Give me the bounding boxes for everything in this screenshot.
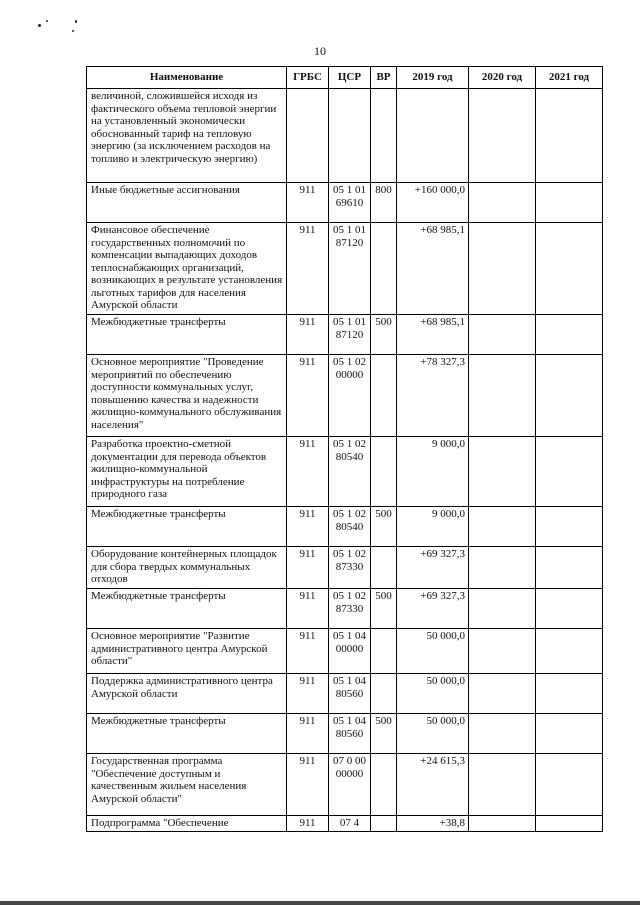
row-csr: 05 1 02 80540 [329, 437, 371, 507]
row-2021 [536, 315, 603, 355]
row-2020 [469, 437, 536, 507]
row-grbs: 911 [287, 714, 329, 754]
row-2021 [536, 89, 603, 183]
row-vr [371, 674, 397, 714]
row-vr [371, 355, 397, 437]
table-row [87, 183, 603, 223]
row-vr: 500 [371, 589, 397, 629]
page-number: 10 [314, 44, 326, 58]
row-name: Межбюджетные трансферты [87, 714, 287, 754]
header-name: Наименование [87, 67, 287, 89]
row-vr [371, 629, 397, 674]
table-row [87, 816, 603, 832]
row-2019: +69 327,3 [397, 547, 469, 589]
row-name: Межбюджетные трансферты [87, 589, 287, 629]
row-vr: 500 [371, 714, 397, 754]
row-2019: +69 327,3 [397, 589, 469, 629]
row-vr: 500 [371, 507, 397, 547]
header-grbs: ГРБС [287, 67, 329, 89]
row-csr: 07 4 [329, 816, 371, 832]
row-2019: 9 000,0 [397, 437, 469, 507]
row-2020 [469, 547, 536, 589]
row-csr: 05 1 01 87120 [329, 223, 371, 315]
row-vr: 500 [371, 315, 397, 355]
row-2019: 50 000,0 [397, 714, 469, 754]
row-grbs: 911 [287, 547, 329, 589]
row-grbs [287, 89, 329, 183]
row-name: Межбюджетные трансферты [87, 507, 287, 547]
header-2021: 2021 год [536, 67, 603, 89]
row-2021 [536, 437, 603, 507]
row-grbs: 911 [287, 315, 329, 355]
table-row [87, 315, 603, 355]
row-grbs: 911 [287, 629, 329, 674]
table-row [87, 674, 603, 714]
row-csr: 05 1 02 87330 [329, 547, 371, 589]
table-header-row [87, 67, 603, 89]
row-vr [371, 547, 397, 589]
row-2021 [536, 714, 603, 754]
row-2019: +68 985,1 [397, 315, 469, 355]
row-vr [371, 223, 397, 315]
row-csr: 05 1 01 87120 [329, 315, 371, 355]
row-grbs: 911 [287, 437, 329, 507]
row-2021 [536, 183, 603, 223]
row-name: Основное мероприятие "Проведение мероприятий по обеспечению доступности коммунальных услуг, повышению качества и надежности жилищно-коммунального обслуживания населения" [87, 355, 287, 437]
table-row [87, 589, 603, 629]
scan-speck [72, 30, 74, 32]
row-csr: 05 1 02 87330 [329, 589, 371, 629]
row-name: величиной, сложившейся исходя из фактического объема тепловой энергии на установленный экономически обоснованный тариф на тепловую энергию (за исключением расходов на топливо и электрическую энергию) [87, 89, 287, 183]
row-grbs: 911 [287, 355, 329, 437]
row-vr [371, 816, 397, 832]
row-vr [371, 437, 397, 507]
row-name: Иные бюджетные ассигнования [87, 183, 287, 223]
table-row [87, 629, 603, 674]
row-grbs: 911 [287, 674, 329, 714]
row-2019: 50 000,0 [397, 629, 469, 674]
row-csr: 07 0 00 00000 [329, 754, 371, 816]
table-row [87, 507, 603, 547]
header-vr: ВР [371, 67, 397, 89]
row-2020 [469, 223, 536, 315]
row-name: Поддержка административного центра Амурской области [87, 674, 287, 714]
row-name: Государственная программа "Обеспечение доступным и качественным жильем населения Амурской области" [87, 754, 287, 816]
row-csr: 05 1 01 69610 [329, 183, 371, 223]
row-2020 [469, 714, 536, 754]
scan-bottom-edge [0, 901, 640, 905]
row-name: Основное мероприятие "Развитие административного центра Амурской области" [87, 629, 287, 674]
row-2020 [469, 183, 536, 223]
row-2020 [469, 754, 536, 816]
header-csr: ЦСР [329, 67, 371, 89]
row-2019: +24 615,3 [397, 754, 469, 816]
row-2019: 9 000,0 [397, 507, 469, 547]
row-vr [371, 89, 397, 183]
row-csr: 05 1 04 00000 [329, 629, 371, 674]
row-2019: +78 327,3 [397, 355, 469, 437]
row-name: Подпрограмма "Обеспечение [87, 816, 287, 832]
row-csr: 05 1 02 00000 [329, 355, 371, 437]
row-csr: 05 1 04 80560 [329, 714, 371, 754]
scan-speck [38, 24, 41, 27]
row-2021 [536, 355, 603, 437]
row-2021 [536, 754, 603, 816]
header-2019: 2019 год [397, 67, 469, 89]
header-2020: 2020 год [469, 67, 536, 89]
scan-speck [75, 20, 77, 23]
row-csr: 05 1 02 80540 [329, 507, 371, 547]
row-2020 [469, 674, 536, 714]
row-2021 [536, 507, 603, 547]
row-2021 [536, 629, 603, 674]
row-2020 [469, 816, 536, 832]
row-grbs: 911 [287, 816, 329, 832]
row-csr [329, 89, 371, 183]
row-2021 [536, 589, 603, 629]
row-vr [371, 754, 397, 816]
row-csr: 05 1 04 80560 [329, 674, 371, 714]
row-grbs: 911 [287, 507, 329, 547]
row-2019: +38,8 [397, 816, 469, 832]
row-2019: +68 985,1 [397, 223, 469, 315]
table-row [87, 547, 603, 589]
row-name: Разработка проектно-сметной документации для перевода объектов жилищно-коммунальной инфраструктуры на потребление природного газа [87, 437, 287, 507]
table-row [87, 89, 603, 183]
row-name: Оборудование контейнерных площадок для сбора твердых коммунальных отходов [87, 547, 287, 589]
table-row [87, 223, 603, 315]
row-2021 [536, 547, 603, 589]
row-vr: 800 [371, 183, 397, 223]
row-name: Финансовое обеспечение государственных полномочий по компенсации выпадающих доходов теплоснабжающих организаций, возникающих в результате установления льготных тарифов для населения Амурской области [87, 223, 287, 315]
table-row [87, 355, 603, 437]
row-2021 [536, 674, 603, 714]
row-2019: +160 000,0 [397, 183, 469, 223]
row-2020 [469, 589, 536, 629]
row-grbs: 911 [287, 183, 329, 223]
row-grbs: 911 [287, 754, 329, 816]
table-row [87, 714, 603, 754]
row-2020 [469, 355, 536, 437]
row-2020 [469, 629, 536, 674]
row-grbs: 911 [287, 223, 329, 315]
row-2021 [536, 816, 603, 832]
row-2020 [469, 315, 536, 355]
row-2019 [397, 89, 469, 183]
table-row [87, 754, 603, 816]
scan-speck [46, 20, 48, 22]
row-name: Межбюджетные трансферты [87, 315, 287, 355]
table-row [87, 437, 603, 507]
row-2020 [469, 507, 536, 547]
budget-table [86, 66, 603, 832]
row-grbs: 911 [287, 589, 329, 629]
row-2021 [536, 223, 603, 315]
row-2020 [469, 89, 536, 183]
row-2019: 50 000,0 [397, 674, 469, 714]
